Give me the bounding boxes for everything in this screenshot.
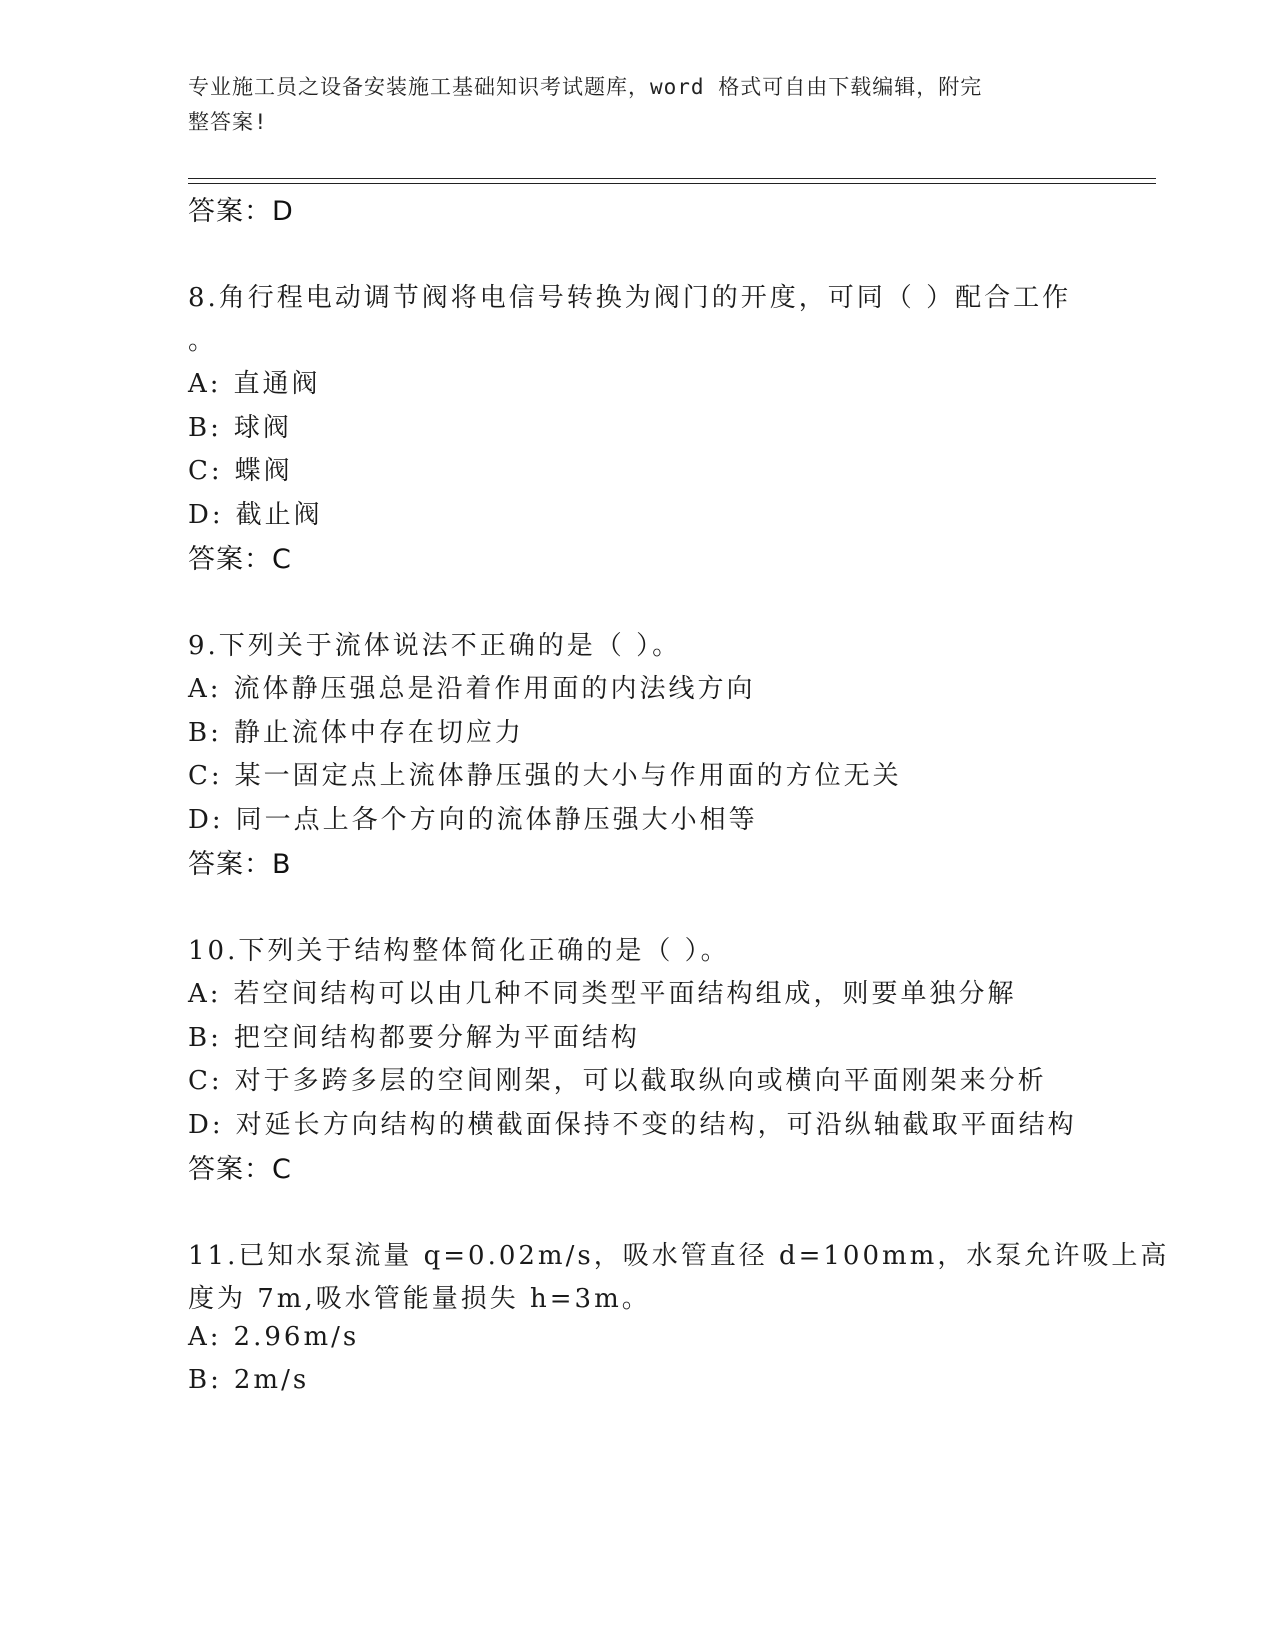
question-11-option-b xyxy=(188,1365,309,1395)
option-label: A: xyxy=(188,674,222,704)
question-11-option-a xyxy=(188,1322,359,1352)
option-text: 把空间结构都要分解为平面结构 xyxy=(233,1023,640,1053)
question-9-option-d xyxy=(188,799,758,836)
option-label: B: xyxy=(188,413,222,443)
question-8-option-a xyxy=(188,363,321,400)
option-label: B: xyxy=(188,1023,222,1053)
question-8-stem: 8.角行程电动调节阀将电信号转换为阀门的开度，可同（ ）配合工作 xyxy=(188,283,1072,313)
question-9-option-a xyxy=(188,668,756,705)
question-10-option-b xyxy=(188,1017,640,1054)
question-8-option-c xyxy=(188,450,293,487)
question-10-answer: 答案：C xyxy=(188,1154,292,1185)
option-text: 2.96m/s xyxy=(233,1322,360,1352)
question-8-option-b xyxy=(188,407,292,444)
option-label: A: xyxy=(188,369,222,399)
option-text: 对于多跨多层的空间刚架，可以截取纵向或横向平面刚架来分析 xyxy=(234,1066,1047,1096)
header-line-2: 整答案! xyxy=(188,110,268,134)
option-label: D: xyxy=(188,1110,224,1140)
option-label: B: xyxy=(188,1365,222,1395)
option-text: 直通阀 xyxy=(233,369,321,399)
question-9-option-c xyxy=(188,755,902,792)
previous-answer: 答案：D xyxy=(188,196,294,227)
option-text: 蝶阀 xyxy=(234,456,293,486)
question-9-stem: 9.下列关于流体说法不正确的是（ ）。 xyxy=(188,631,682,661)
question-9-answer: 答案：B xyxy=(188,849,292,880)
header-divider-top xyxy=(188,178,1156,179)
option-text: 某一固定点上流体静压强的大小与作用面的方位无关 xyxy=(234,761,902,791)
question-10-option-d xyxy=(188,1104,1077,1141)
option-label: C: xyxy=(188,456,223,486)
question-9-option-b xyxy=(188,712,524,749)
option-text: 对延长方向结构的横截面保持不变的结构，可沿纵轴截取平面结构 xyxy=(235,1110,1077,1140)
question-8-option-d xyxy=(188,494,323,531)
option-text: 流体静压强总是沿着作用面的内法线方向 xyxy=(233,674,756,704)
option-text: 2m/s xyxy=(233,1365,310,1395)
option-label: A: xyxy=(188,979,222,1009)
question-11-stem-continued: 度为 7m,吸水管能量损失 h=3m。 xyxy=(188,1284,651,1314)
option-text: 静止流体中存在切应力 xyxy=(233,718,524,748)
header-line-1: 专业施工员之设备安装施工基础知识考试题库，word 格式可自由下载编辑，附完 xyxy=(188,75,983,99)
question-8-answer: 答案：C xyxy=(188,544,292,575)
question-11-stem: 11.已知水泵流量 q=0.02m/s，吸水管直径 d=100mm，水泵允许吸上高 xyxy=(188,1241,1170,1271)
question-10-stem: 10.下列关于结构整体简化正确的是（ ）。 xyxy=(188,936,730,966)
option-label: C: xyxy=(188,1066,223,1096)
option-text: 球阀 xyxy=(233,413,292,443)
option-text: 截止阀 xyxy=(235,500,323,530)
option-label: B: xyxy=(188,718,222,748)
option-label: D: xyxy=(188,500,224,530)
question-10-option-a xyxy=(188,973,1017,1010)
header-divider-bottom xyxy=(188,183,1156,184)
option-text: 若空间结构可以由几种不同类型平面结构组成，则要单独分解 xyxy=(233,979,1017,1009)
question-8-stem-continued: 。 xyxy=(188,326,218,356)
document-header xyxy=(188,70,1068,140)
option-label: C: xyxy=(188,761,223,791)
option-text: 同一点上各个方向的流体静压强大小相等 xyxy=(235,805,758,835)
question-10-option-c xyxy=(188,1060,1047,1097)
option-label: A: xyxy=(188,1322,222,1352)
option-label: D: xyxy=(188,805,224,835)
